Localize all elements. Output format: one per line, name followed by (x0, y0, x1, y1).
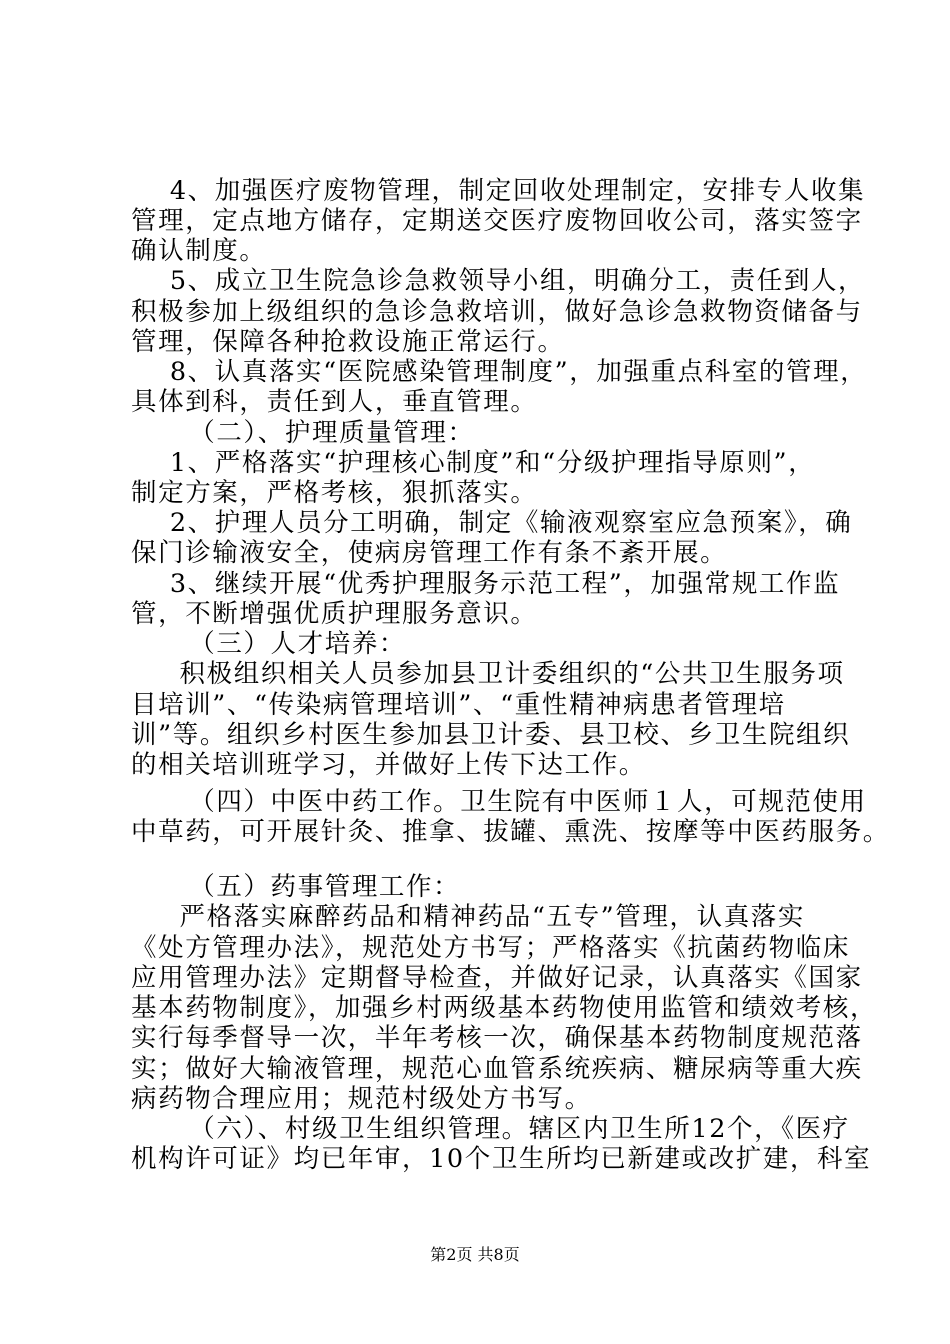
text-line: 的相关培训班学习，并做好上传下达工作。 (131, 750, 646, 780)
section-heading: （三）人才培养： (131, 629, 407, 659)
text-line: （六）、村级卫生组织管理。辖区内卫生所12个，《医疗 (131, 1114, 850, 1144)
text-line: 实行每季督导一次，半年考核一次，确保基本药物制度规范落 (131, 1023, 863, 1053)
text-line: 应用管理办法》定期督导检查，并做好记录，认真落实《国家 (131, 963, 863, 993)
text-line: 病药物合理应用；规范村级处方书写。 (131, 1084, 592, 1114)
text-line: 机构许可证》均已年审，10个卫生所均已新建或改扩建，科室 (131, 1144, 872, 1174)
text-line: 管理，保障各种抢救设施正常运行。 (131, 327, 565, 357)
text-line: 严格落实麻醉药品和精神药品“五专”管理，认真落实 (131, 902, 806, 932)
text-line: 目培训”、“传染病管理培训”、“重性精神病患者管理培 (131, 690, 786, 720)
section-heading: （五）药事管理工作： (131, 872, 461, 902)
section-heading: （二）、护理质量管理： (131, 418, 475, 448)
text-line: 保门诊输液安全，使病房管理工作有条不紊开展。 (131, 538, 728, 568)
text-line: 基本药物制度》，加强乡村两级基本药物使用监管和绩效考核， (131, 993, 878, 1023)
text-line: 3、继续开展“优秀护理服务示范工程”，加强常规工作监 (131, 569, 841, 599)
text-line: 5、成立卫生院急诊急救领导小组，明确分工，责任到人， (131, 266, 866, 296)
text-line: 管理，定点地方储存，定期送交医疗废物回收公司，落实签字 (131, 206, 863, 236)
text-line: 《处方管理办法》，规范处方书写；严格落实《抗菌药物临床 (131, 933, 850, 963)
text-line: 4、加强医疗废物管理，制定回收处理制定，安排专人收集 (131, 176, 866, 206)
text-line: 实；做好大输液管理，规范心血管系统疾病、糖尿病等重大疾 (131, 1054, 863, 1084)
text-line: 训”等。组织乡村医生参加县卫计委、县卫校、乡卫生院组织 (131, 720, 851, 750)
text-line: 制定方案，严格考核，狠抓落实。 (131, 478, 538, 508)
text-line: 积极参加上级组织的急诊急救培训，做好急诊急救物资储备与 (131, 297, 863, 327)
text-line: 积极组织相关人员参加县卫计委组织的“公共卫生服务项 (131, 659, 845, 689)
text-line: （四）中医中药工作。卫生院有中医师１人，可规范使用 (131, 787, 867, 817)
text-line: 1、严格落实“护理核心制度”和“分级护理指导原则”， (131, 448, 816, 478)
text-line: 具体到科，责任到人，垂直管理。 (131, 387, 538, 417)
text-line: 确认制度。 (131, 236, 267, 266)
text-line: 8、认真落实“医院感染管理制度”，加强重点科室的管理， (131, 357, 868, 387)
text-line: 管，不断增强优质护理服务意识。 (131, 599, 538, 629)
text-line: 中草药，可开展针灸、推拿、拔罐、熏洗、按摩等中医药服务。 (131, 817, 890, 847)
text-line: 2、护理人员分工明确，制定《输液观察室应急预案》，确 (131, 508, 853, 538)
page-footer: 第2页 共8页 (430, 1245, 520, 1264)
